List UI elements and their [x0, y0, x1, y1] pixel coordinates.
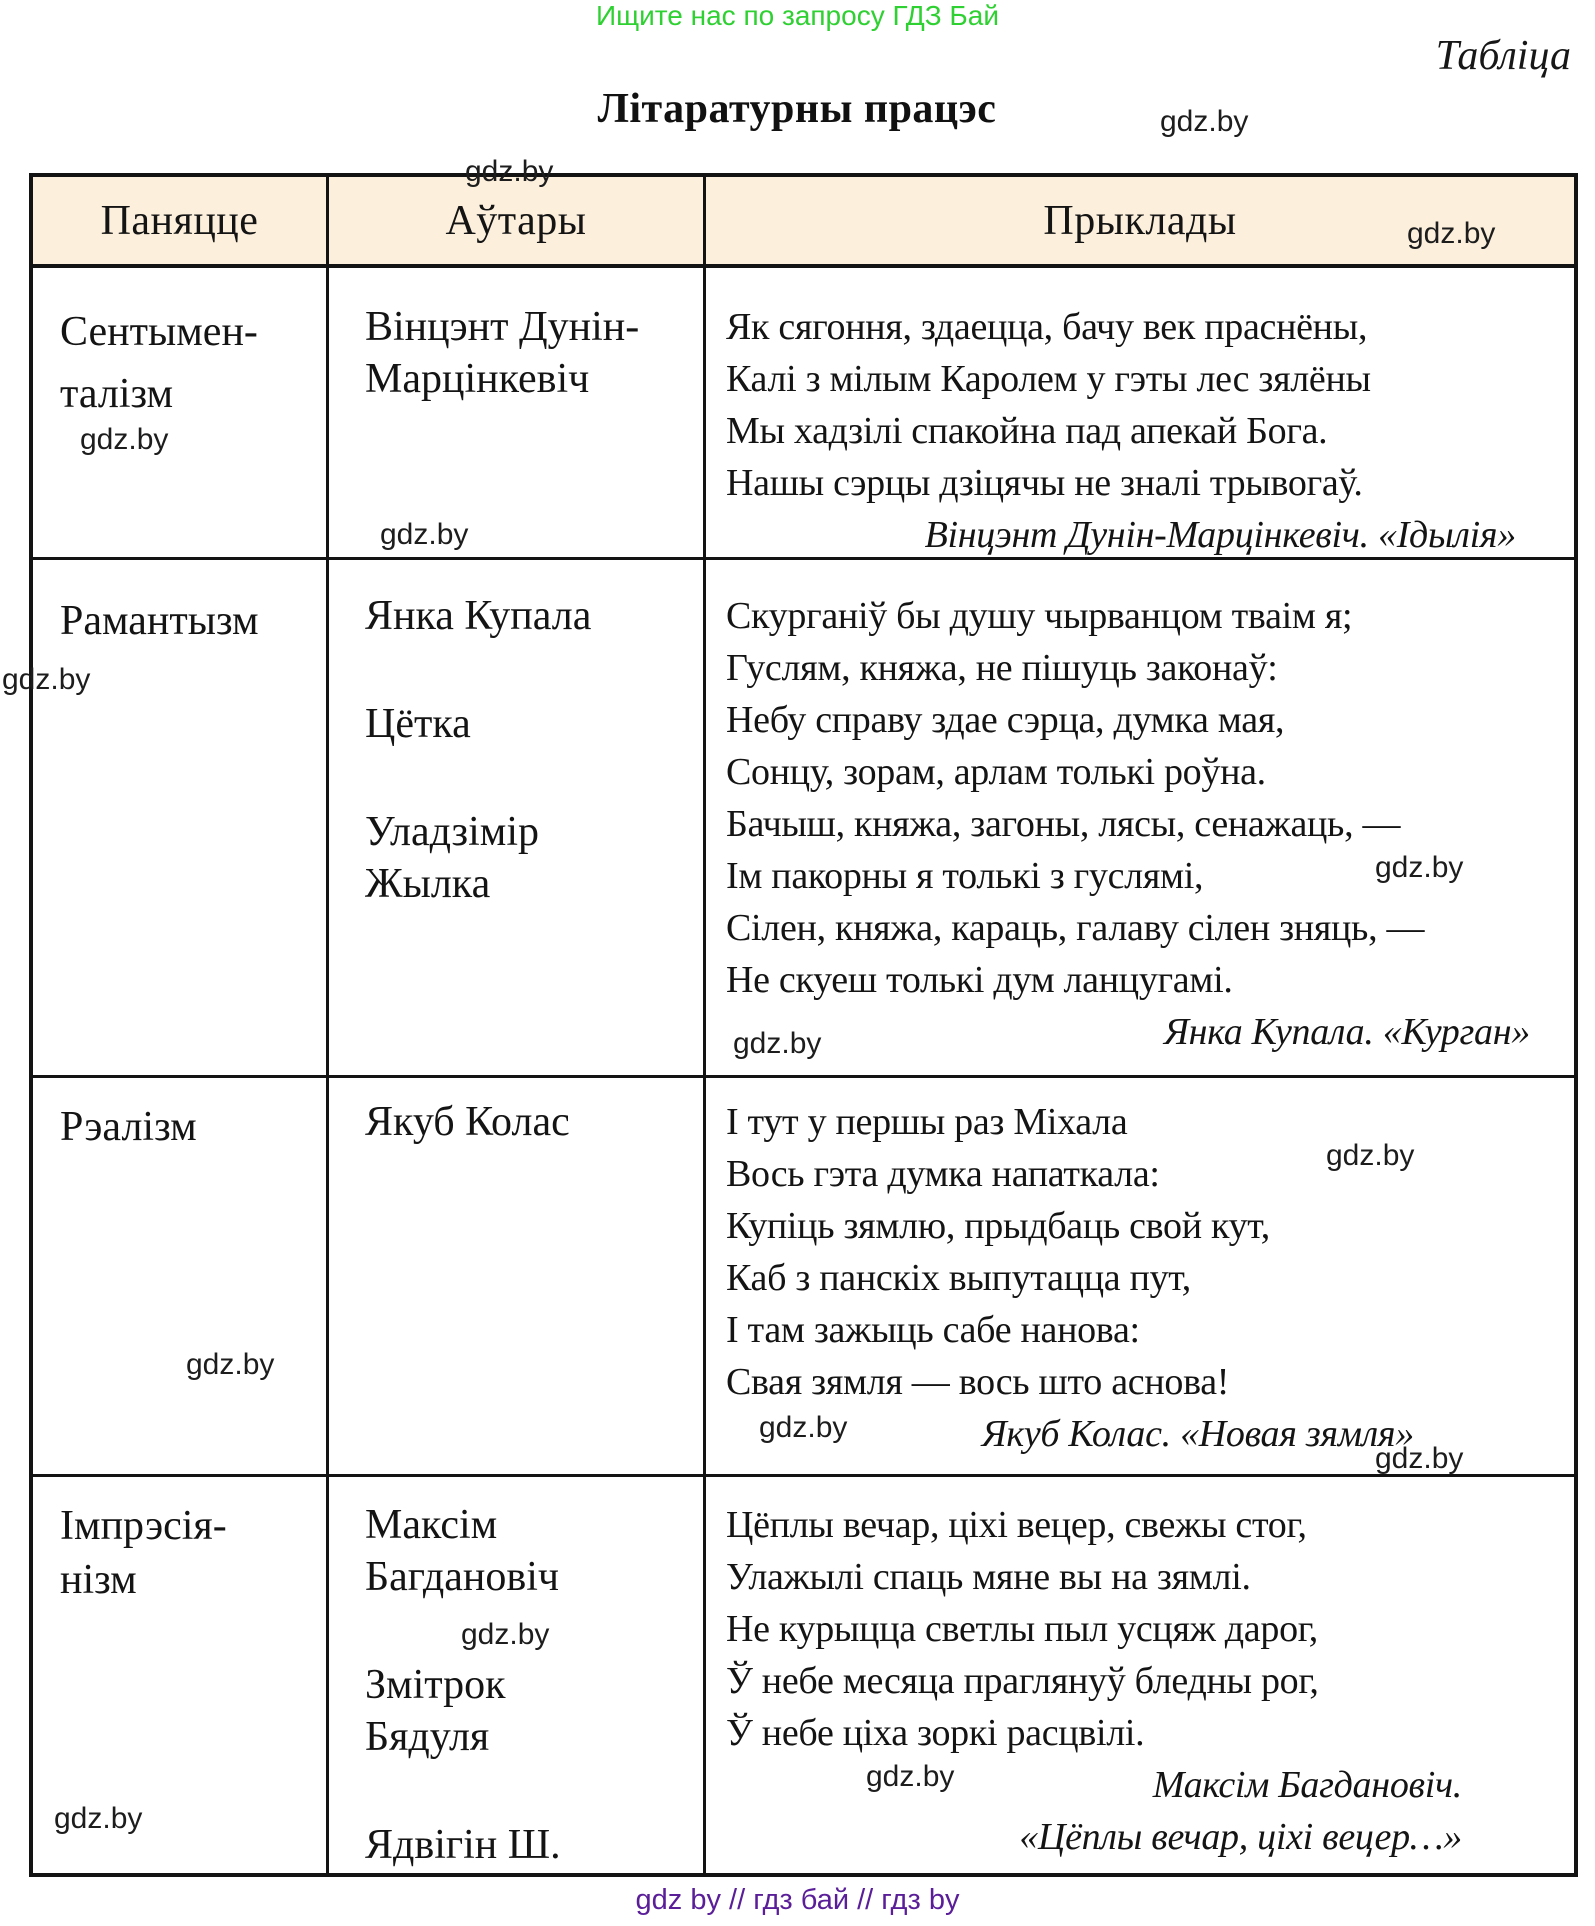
poem-line: Свая зямля — вось што аснова! [726, 1361, 1230, 1403]
gdz-watermark: gdz.by [1407, 217, 1496, 250]
attribution-line: Максім Багдановіч. [1152, 1764, 1462, 1806]
author-name: Ядвігін Ш. [365, 1822, 561, 1868]
author-name: Жылка [365, 861, 491, 907]
author-name: Бядуля [365, 1714, 490, 1760]
author-entry [365, 1819, 703, 1871]
poem-line: Вось гэта думка напаткала: [726, 1153, 1160, 1195]
header-cell-authors: Аўтары [329, 177, 706, 268]
poem-line: Скурганіў бы душу чырванцом тваім я; [726, 595, 1353, 637]
poem-line: Небу справу здае сэрца, думка мая, [726, 699, 1285, 741]
poem-line: Бачыш, княжа, загоны, лясы, сенажаць, — [726, 803, 1401, 845]
concept-cell [33, 268, 329, 560]
poem-line: І там зажыць сабе нанова: [726, 1309, 1140, 1351]
poem-line: Каб з панскіх выпутацца пут, [726, 1257, 1191, 1299]
gdz-watermark: gdz.by [2, 663, 91, 696]
gdz-watermark: gdz.by [80, 423, 169, 456]
author-name: Марцінкевіч [365, 356, 590, 402]
gdz-watermark: gdz.by [461, 1618, 550, 1651]
gdz-watermark: gdz.by [1326, 1139, 1415, 1172]
authors-cell [329, 1078, 706, 1477]
gdz-watermark: gdz.by [1375, 1442, 1464, 1475]
concept-line: Рамантызм [60, 598, 259, 644]
author-name: Змітрок [365, 1662, 506, 1708]
author-name: Янка Купала [365, 593, 592, 639]
poem-line: Мы хадзілі спакойна пад апекай Бога. [726, 410, 1328, 452]
header-cell-examples: Прыклады [706, 177, 1574, 268]
concept-cell [33, 560, 329, 1078]
poem-line: Ім пакорны я толькі з гуслямі, [726, 855, 1204, 897]
concept-line: Сентымен- [60, 309, 258, 355]
concept-line: нізм [60, 1557, 137, 1603]
gdz-watermark: gdz.by [759, 1411, 848, 1444]
gdz-watermark: gdz.by [1375, 851, 1464, 884]
poem-line: Калі з мілым Каролем у гэты лес зялёны [726, 358, 1371, 400]
poem-line: Сонцу, зорам, арлам толькі роўна. [726, 751, 1266, 793]
poem-line: Ў небе месяца праглянуў бледны рог, [726, 1660, 1319, 1702]
gdz-watermark: gdz.by [733, 1027, 822, 1060]
concept-line: талізм [60, 371, 174, 417]
gdz-watermark: gdz.by [1160, 105, 1249, 138]
header-cell-concept: Паняцце [33, 177, 329, 268]
poem-line: Гуслям, княжа, не пішуць законаў: [726, 647, 1278, 689]
author-name: Уладзімір [365, 809, 539, 855]
author-entry [365, 1659, 703, 1763]
gdz-watermark: gdz.by [54, 1802, 143, 1835]
attribution-line: «Цёплы вечар, ціхі вецер…» [1019, 1816, 1462, 1858]
authors-cell [329, 1477, 706, 1873]
gdz-watermark: gdz.by [866, 1760, 955, 1793]
poem-line: Цёплы вечар, ціхі вецер, свежы стог, [726, 1504, 1307, 1546]
literature-table [29, 173, 1578, 1877]
concept-line: Рэалізм [60, 1104, 197, 1150]
gdz-watermark: gdz.by [465, 155, 554, 188]
author-name: Вінцэнт Дунін- [365, 304, 640, 350]
attribution-line: Янка Купала. «Курган» [1163, 1011, 1530, 1053]
poem-line: Улажылі спаць мяне вы на зямлі. [726, 1556, 1251, 1598]
poem-line: Нашы сэрцы дзіцячы не зналі трывогаў. [726, 462, 1363, 504]
author-entry [365, 301, 703, 405]
page-title: Літаратурны працэс [597, 86, 997, 132]
poem-line: Не курыцца светлы пыл усцяж дарог, [726, 1608, 1318, 1650]
gdz-watermark: gdz.by [186, 1348, 275, 1381]
author-name: Багдановіч [365, 1554, 560, 1600]
authors-cell [329, 268, 706, 560]
author-entry [365, 1096, 703, 1148]
author-name: Максім [365, 1502, 498, 1548]
footer-text: gdz by // гдз бай // гдз by [635, 1884, 960, 1916]
poem-line: Сілен, княжа, караць, галаву сілен зняць, — [726, 907, 1425, 949]
examples-cell [706, 1477, 1574, 1873]
examples-cell [706, 268, 1574, 560]
attribution-line: Вінцэнт Дунін-Марцінкевіч. «Ідылія» [924, 514, 1516, 556]
poem-line: Не скуеш толькі дум ланцугамі. [726, 959, 1233, 1001]
author-entry [365, 590, 703, 642]
author-entry [365, 1499, 703, 1603]
corner-label: Табліца [1435, 33, 1571, 79]
examples-cell [706, 560, 1574, 1078]
gdz-watermark: gdz.by [380, 518, 469, 551]
authors-cell [329, 560, 706, 1078]
concept-line: Імпрэсія- [60, 1503, 227, 1549]
poem-line: Як сягоння, здаецца, бачу век праснёны, [726, 306, 1368, 348]
author-name: Цётка [365, 701, 471, 747]
attribution-line: Якуб Колас. «Новая зямля» [981, 1413, 1414, 1455]
poem-line: Купіць зямлю, прыдбаць свой кут, [726, 1205, 1270, 1247]
author-entry [365, 698, 703, 750]
concept-cell [33, 1078, 329, 1477]
author-name: Якуб Колас [365, 1099, 570, 1145]
promo-banner-text: Ищите нас по запросу ГДЗ Бай [595, 0, 1000, 31]
poem-line: І тут у першы раз Міхала [726, 1101, 1128, 1143]
poem-line: Ў небе ціха зоркі расцвілі. [726, 1712, 1145, 1754]
author-entry [365, 806, 703, 910]
